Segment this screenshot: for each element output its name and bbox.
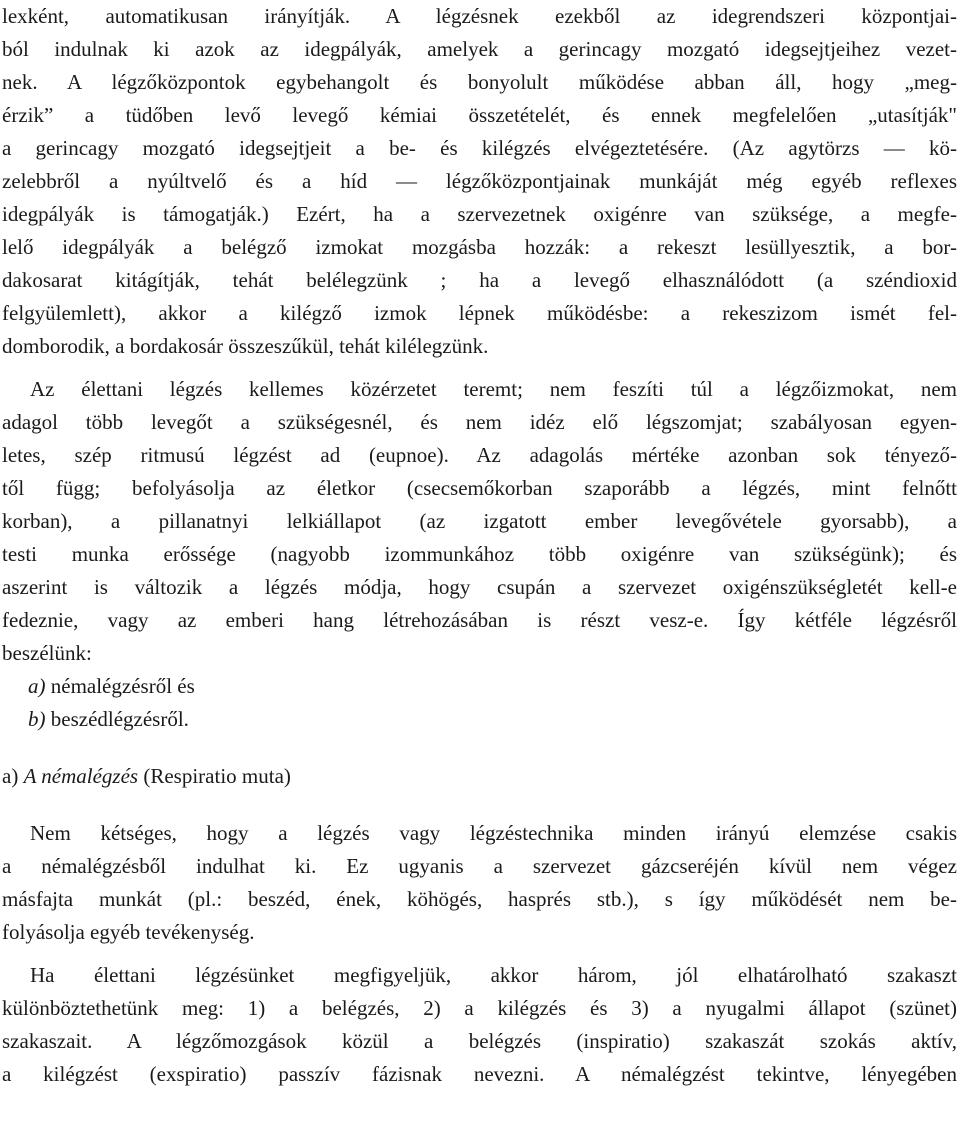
text-line: adagol több levegőt a szükségesnél, és nem idéz elő légszomjat; szabályosan egyen- <box>2 410 957 434</box>
text-line: folyásolja egyéb tevékenység. <box>2 920 255 944</box>
section-heading <box>2 760 957 793</box>
section-title: A némalégzés <box>23 764 139 788</box>
text-line: től függ; befolyásolja az életkor (csecsemőkorban szaporább a légzés, mint felnőtt <box>2 476 957 500</box>
text-line: Nem kétséges, hogy a légzés vagy légzéstechnika minden irányú elemzése csakis <box>30 821 957 845</box>
text-line: nek. A légzőközpontok egybehangolt és bonyolult működése abban áll, hogy „meg- <box>2 70 957 94</box>
text-line: letes, szép ritmusú légzést ad (eupnoe). Az adagolás mértéke azonban sok tényező- <box>2 443 957 467</box>
section-number: a) <box>2 764 19 788</box>
list-item-text: némalégzésről és <box>45 674 195 698</box>
paragraph-3 <box>2 817 957 949</box>
text-line: lelő idegpályák a belégző izmokat mozgásba hozzák: a rekeszt lesüllyesztik, a bor- <box>2 235 957 259</box>
text-line: lexként, automatikusan irányítják. A légzésnek ezekből az idegrendszeri központjai- <box>2 4 957 28</box>
list-item-text: beszédlégzésről. <box>45 707 189 731</box>
text-line: felgyülemlett), akkor a kilégző izmok lépnek működésbe: a rekeszizom ismét fel- <box>2 301 957 325</box>
text-line: idegpályák is támogatják.) Ezért, ha a szervezetnek oxigénre van szüksége, a megfe- <box>2 202 957 226</box>
text-line: aszerint is változik a légzés módja, hogy csupán a szervezet oxigénszükségletét kell-e <box>2 575 957 599</box>
text-line: szakaszait. A légzőmozgások közül a belégzés (inspiratio) szakaszát szokás aktív, <box>2 1029 957 1053</box>
section-latin-title: (Respiratio muta) <box>143 764 291 788</box>
text-line: Ha élettani légzésünket megfigyeljük, akkor három, jól elhatárolható szakaszt <box>30 963 957 987</box>
list-item <box>2 703 957 736</box>
text-line: a némalégzésből indulhat ki. Ez ugyanis a szervezet gázcseréjén kívül nem végez <box>2 854 957 878</box>
paragraph-4 <box>2 959 957 1091</box>
text-line: dakosarat kitágítják, tehát belélegzünk ; ha a levegő elhasználódott (a széndioxid <box>2 268 957 292</box>
text-line: domborodik, a bordakosár összeszűkül, tehát kilélegzünk. <box>2 334 489 358</box>
paragraph-1 <box>2 0 957 363</box>
text-line: korban), a pillanatnyi lelkiállapot (az izgatott ember levegővétele gyorsabb), a <box>2 509 957 533</box>
text-line: másfajta munkát (pl.: beszéd, ének, köhögés, hasprés stb.), s így működését nem be- <box>2 887 957 911</box>
text-line: beszélünk: <box>2 641 92 665</box>
text-line: zelebbről a nyúltvelő és a híd — légzőközpontjainak munkáját még egyéb reflexes <box>2 169 957 193</box>
text-line: a gerincagy mozgató idegsejtjeit a be- és kilégzés elvégeztetésére. (Az agytörzs — kö- <box>2 136 957 160</box>
document-page <box>2 0 957 1091</box>
list-marker: a) <box>28 674 46 698</box>
list-item <box>2 670 957 703</box>
list-marker: b) <box>28 707 46 731</box>
list <box>2 670 957 736</box>
text-line: testi munka erőssége (nagyobb izommunkához több oxigénre van szükségünk); és <box>2 542 957 566</box>
paragraph-2 <box>2 373 957 670</box>
text-line: Az élettani légzés kellemes közérzetet teremt; nem feszíti túl a légzőizmokat, nem <box>30 377 957 401</box>
text-line: fedeznie, vagy az emberi hang létrehozásában is részt vesz-e. Így kétféle légzésről <box>2 608 957 632</box>
text-line: ból indulnak ki azok az idegpályák, amelyek a gerincagy mozgató idegsejtjeihez vezet- <box>2 37 957 61</box>
text-line: különböztethetünk meg: 1) a belégzés, 2) a kilégzés és 3) a nyugalmi állapot (szünet) <box>2 996 957 1020</box>
text-line: a kilégzést (exspiratio) passzív fázisnak nevezni. A némalégzést tekintve, lényegében <box>2 1062 957 1086</box>
text-line: érzik” a tüdőben levő levegő kémiai összetételét, és ennek megfelelően „utasítják" <box>2 103 957 127</box>
